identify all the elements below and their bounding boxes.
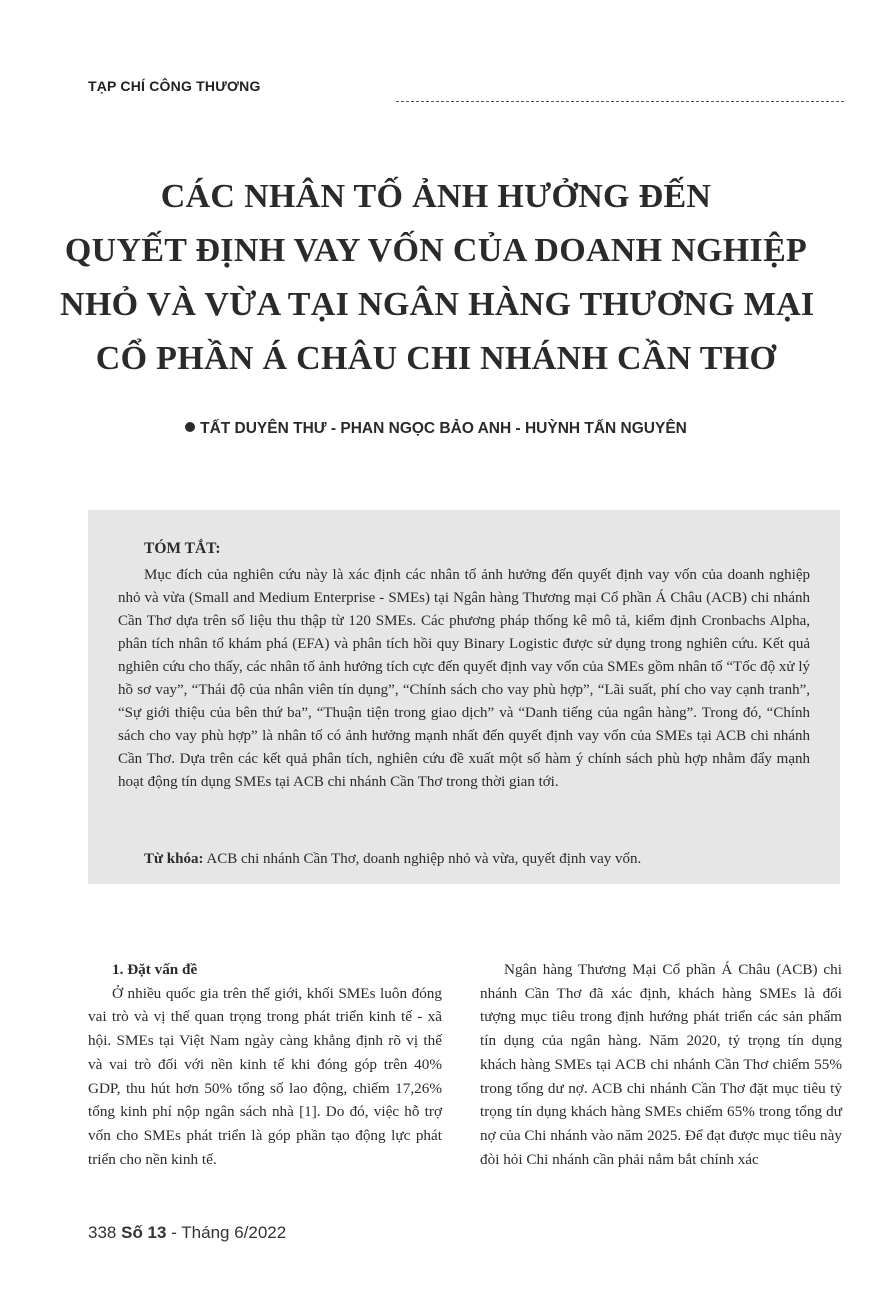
keywords-label: Từ khóa: (144, 851, 204, 867)
issue-number: Số 13 (121, 1223, 167, 1242)
authors: TẤT DUYÊN THƯ - PHAN NGỌC BẢO ANH - HUỲNH TẤN NGUYÊN (200, 420, 687, 437)
keywords (144, 848, 834, 871)
abstract-body: Mục đích của nghiên cứu này là xác định các nhân tố ảnh hưởng đến quyết định vay vốn của doanh nghiệp nhỏ và vừa (Small and Medium Enterprise - SMEs) tại Ngân hàng Thương mại Cổ phần Á Châu (ACB) chi nhánh Cần Thơ dựa trên số liệu thu thập từ 120 SMEs. Các phương pháp thống kê mô tả, kiểm định Cronbachs Alpha, phân tích nhân tố khám phá (EFA) và phân tích hồi quy Binary Logistic được sử dụng trong nghiên cứu. Kết quả nghiên cứu cho thấy, các nhân tố ảnh hưởng tích cực đến quyết định vay vốn của SMEs gồm nhân tố “Tốc độ xử lý hồ sơ vay”, “Thái độ của nhân viên tín dụng”, “Chính sách cho vay phù hợp”, “Lãi suất, phí cho vay cạnh tranh”, “Sự giới thiệu của bên thứ ba”, “Thuận tiện trong giao dịch” và “Danh tiếng của ngân hàng”. Trong đó, “Chính sách cho vay phù hợp” là nhân tố có ảnh hưởng mạnh nhất đến quyết định vay vốn của SMEs tại ACB chi nhánh Cần Thơ. Dựa trên các kết quả phân tích, nghiên cứu đề xuất một số hàm ý chính sách phù hợp nhằm đẩy mạnh hoạt động tín dụng SMEs tại ACB chi nhánh Cần Thơ trong thời gian tới. (118, 567, 810, 790)
section-heading: 1. Đặt vấn đề (112, 961, 198, 978)
issue-date: - Tháng 6/2022 (171, 1223, 287, 1242)
paragraph: Ngân hàng Thương Mại Cổ phần Á Châu (ACB) chi nhánh Cần Thơ đã xác định, khách hàng SMEs là đối tượng mục tiêu trong định hướng phát triển các sản phẩm tín dụng của ngân hàng. Năm 2020, tỷ trọng tín dụng khách hàng SMEs tại ACB chi nhánh Cần Thơ chiếm 55% trong tổng dư nợ. ACB chi nhánh Cần Thơ đặt mục tiêu tỷ trọng tín dụng khách hàng SMEs chiếm 65% trong tổng dư nợ của Chi nhánh vào năm 2025. Để đạt được mục tiêu này đòi hỏi Chi nhánh cần phải nắm bắt chính xác (480, 961, 842, 1168)
title-line: QUYẾT ĐỊNH VAY VỐN CỦA DOANH NGHIỆP (64, 232, 808, 269)
right-column (480, 958, 842, 1171)
page-footer (88, 1223, 286, 1243)
journal-name: TẠP CHÍ CÔNG THƯƠNG (88, 78, 261, 94)
keywords-text: ACB chi nhánh Cần Thơ, doanh nghiệp nhỏ và vừa, quyết định vay vốn. (206, 851, 642, 867)
abstract-heading: TÓM TẮT: (144, 540, 221, 557)
bullet-icon (185, 422, 195, 432)
author-line (0, 420, 872, 438)
paragraph: Ở nhiều quốc gia trên thế giới, khối SMEs luôn đóng vai trò và vị thế quan trọng trong phát triển kinh tế - xã hội. SMEs tại Việt Nam ngày càng khẳng định rõ vị thế và vai trò đối với nền kinh tế khi đóng góp trên 40% GDP, thu hút hơn 50% tổng số lao động, chiếm 17,26% tổng kinh phí nộp ngân sách nhà [1]. Do đó, việc hỗ trợ vốn cho SMEs phát triển là góp phần tạo động lực phát triển cho nền kinh tế. (88, 984, 442, 1168)
header-rule (396, 101, 844, 102)
left-column (88, 958, 442, 1171)
page-number: 338 (88, 1223, 117, 1242)
title-line: CÁC NHÂN TỐ ẢNH HƯỞNG ĐẾN (160, 178, 712, 215)
title-line: CỔ PHẦN Á CHÂU CHI NHÁNH CẦN THƠ (95, 340, 777, 377)
article-title (60, 170, 815, 386)
title-line: NHỎ VÀ VỪA TẠI NGÂN HÀNG THƯƠNG MẠI (60, 286, 815, 323)
